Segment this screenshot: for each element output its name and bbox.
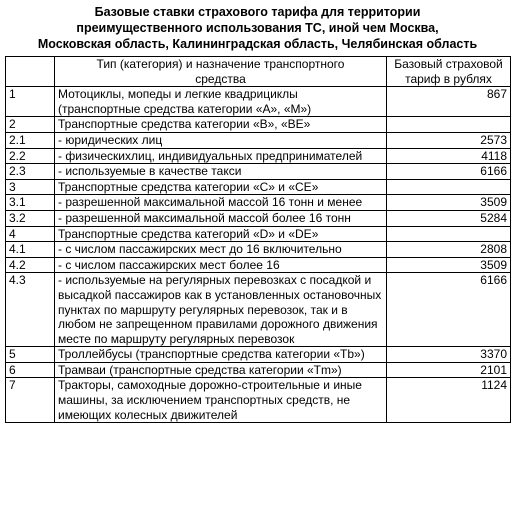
row-number: 5: [6, 347, 55, 363]
document-title: [0, 4, 515, 52]
row-description: - разрешенной максимальной массой 16 тонн и менее: [55, 195, 387, 211]
row-number: 2.1: [6, 132, 55, 148]
header-type: Тип (категория) и назначение транспортного средства: [55, 57, 387, 87]
row-number: 3.1: [6, 195, 55, 211]
tariff-table: [5, 56, 511, 423]
row-number: 3: [6, 179, 55, 195]
row-description: Троллейбусы (транспортные средства категории «Tb»): [55, 347, 387, 363]
row-number: 4.3: [6, 273, 55, 347]
row-rate: 2101: [387, 362, 511, 378]
row-description: - юридических лиц: [55, 132, 387, 148]
row-description: - используемые на регулярных перевозках с посадкой и высадкой пассажиров как в установленных остановочных пунктах по маршруту регулярных перевозок, так и в любом не запрещенном правилами дорожного движения месте по маршруту регулярных перевозок: [55, 273, 387, 347]
row-rate: 1124: [387, 378, 511, 423]
row-number: 1: [6, 87, 55, 117]
row-rate: [387, 117, 511, 133]
header-rate: Базовый страховой тариф в рублях: [387, 57, 511, 87]
table-row: [6, 117, 511, 133]
row-rate: 5284: [387, 210, 511, 226]
row-rate: 2573: [387, 132, 511, 148]
table-row: [6, 378, 511, 423]
row-number: 6: [6, 362, 55, 378]
row-number: 2.3: [6, 164, 55, 180]
row-rate: 3509: [387, 195, 511, 211]
row-rate: 6166: [387, 273, 511, 347]
table-row: [6, 242, 511, 258]
table-row: [6, 257, 511, 273]
table-header-row: [6, 57, 511, 87]
row-description: Трамваи (транспортные средства категории «Tm»): [55, 362, 387, 378]
table-row: [6, 347, 511, 363]
title-line-3: Московская область, Калининградская область, Челябинская область: [37, 37, 478, 51]
header-number: [6, 57, 55, 87]
table-row: [6, 362, 511, 378]
row-rate: 4118: [387, 148, 511, 164]
table-row: [6, 179, 511, 195]
row-rate: 3370: [387, 347, 511, 363]
row-number: 2: [6, 117, 55, 133]
row-number: 4: [6, 226, 55, 242]
row-number: 3.2: [6, 210, 55, 226]
row-description: Транспортные средства категории «В», «ВЕ»: [55, 117, 387, 133]
row-number: 4.1: [6, 242, 55, 258]
table-row: [6, 132, 511, 148]
table-row: [6, 87, 511, 117]
title-line-1: Базовые ставки страхового тарифа для территории: [94, 5, 421, 19]
table-row: [6, 273, 511, 347]
row-number: 2.2: [6, 148, 55, 164]
row-description: - с числом пассажирских мест более 16: [55, 257, 387, 273]
row-description: Транспортные средства категории «С» и «СЕ»: [55, 179, 387, 195]
row-number: 4.2: [6, 257, 55, 273]
table-row: [6, 226, 511, 242]
table-row: [6, 164, 511, 180]
row-rate: 6166: [387, 164, 511, 180]
row-rate: 3509: [387, 257, 511, 273]
row-rate: [387, 226, 511, 242]
row-description: - разрешенной максимальной массой более 16 тонн: [55, 210, 387, 226]
row-description: - с числом пассажирских мест до 16 включительно: [55, 242, 387, 258]
row-rate: 867: [387, 87, 511, 117]
row-number: 7: [6, 378, 55, 423]
table-row: [6, 148, 511, 164]
title-line-2: преимущественного использования ТС, иной чем Москва,: [76, 21, 439, 35]
row-rate: [387, 179, 511, 195]
table-row: [6, 210, 511, 226]
row-description: Мотоциклы, мопеды и легкие квадрициклы (транспортные средства категории «А», «М»): [55, 87, 387, 117]
row-description: - используемые в качестве такси: [55, 164, 387, 180]
row-description: Транспортные средства категорий «D» и «DE»: [55, 226, 387, 242]
table-row: [6, 195, 511, 211]
row-rate: 2808: [387, 242, 511, 258]
row-description: Тракторы, самоходные дорожно-строительные и иные машины, за исключением транспортных средств, не имеющих колесных движителей: [55, 378, 387, 423]
row-description: - физическихлиц, индивидуальных предпринимателей: [55, 148, 387, 164]
